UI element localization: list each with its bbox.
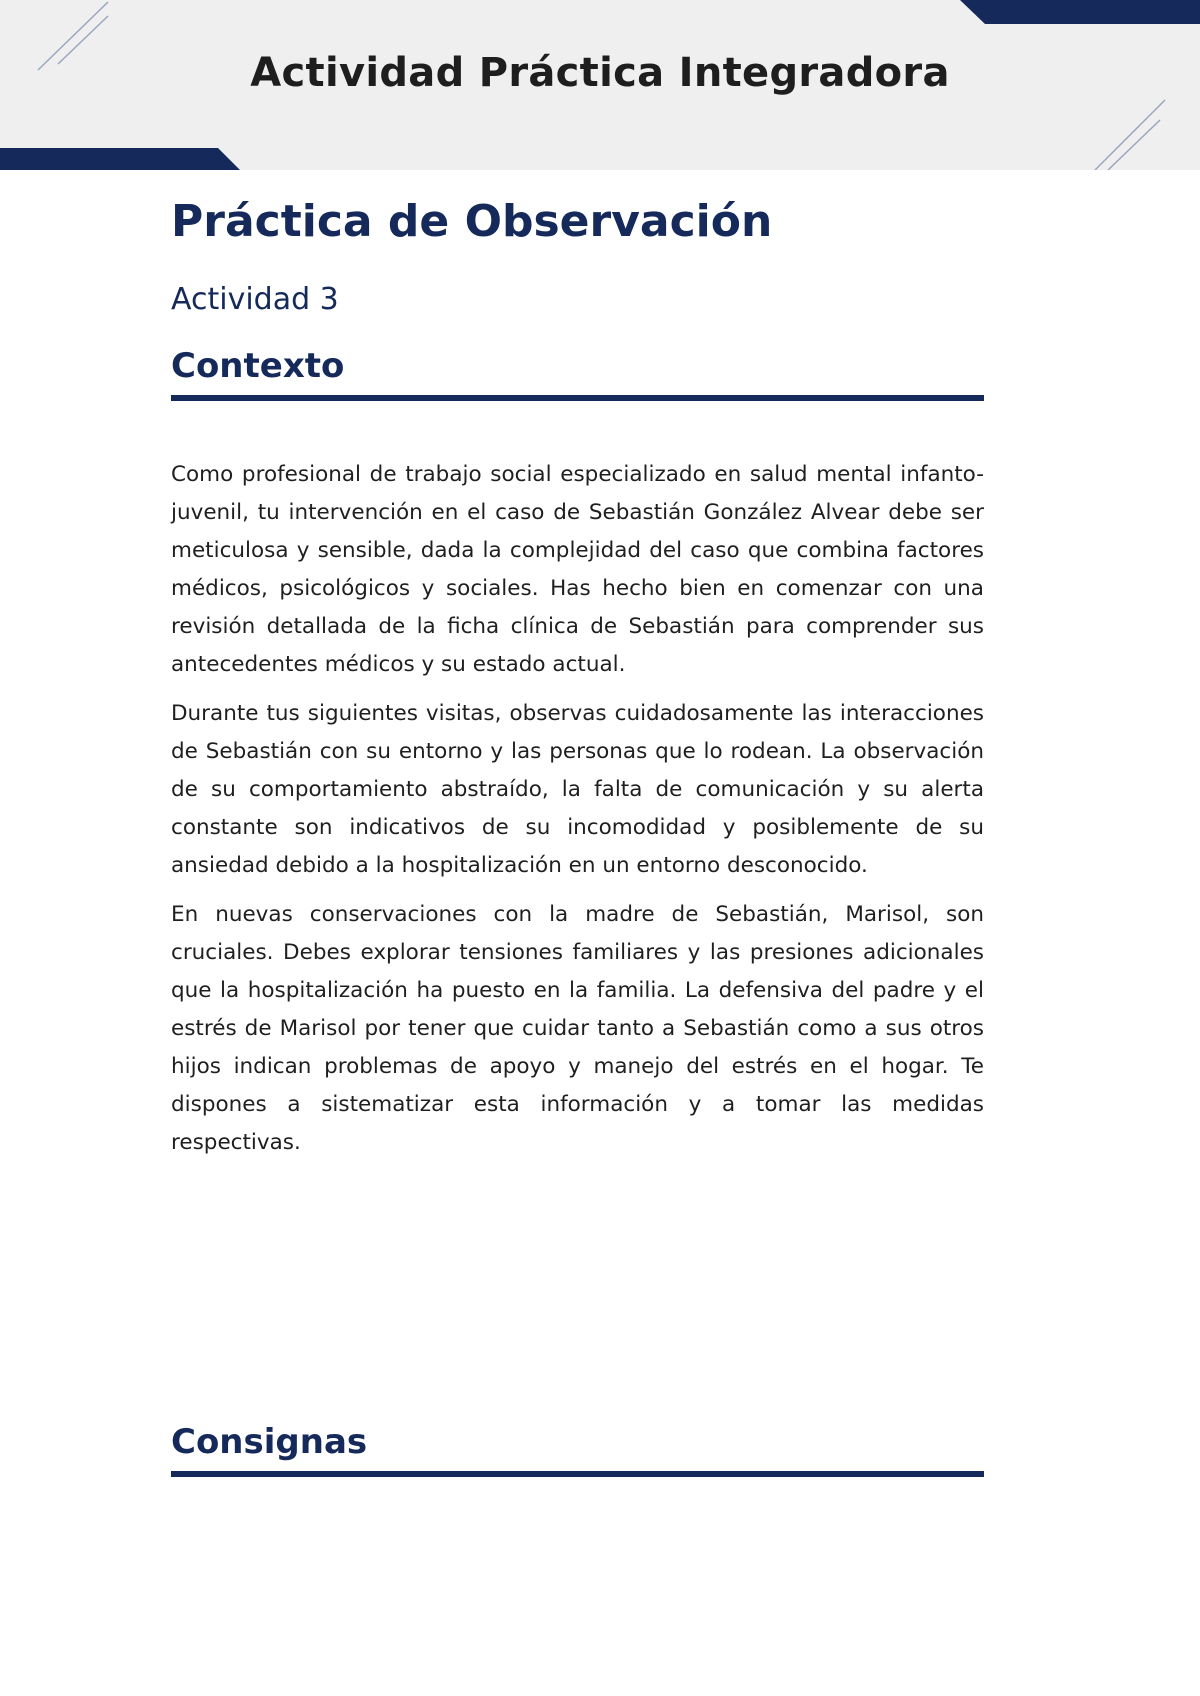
section-divider (171, 395, 984, 401)
activity-subtitle: Actividad 3 (171, 282, 339, 317)
paragraph: En nuevas conservaciones con la madre de Sebastián, Marisol, son cruciales. Debes explorar tensiones familiares y las presiones adicionales que la hospitalización ha puesto en la familia. La defensiva del padre y el estrés de Marisol por tener que cuidar tanto a Sebastián como a sus otros hijos indican problemas de apoyo y manejo del estrés en el hogar. Te dispones a sistematizar esta información y a tomar las medidas respectivas. (171, 902, 984, 1155)
paragraph: Como profesional de trabajo social especializado en salud mental infanto-juvenil, tu intervención en el caso de Sebastián González Alvear debe ser meticulosa y sensible, dada la complejidad del caso que combina factores médicos, psicológicos y sociales. Has hecho bien en comenzar con una revisión detallada de la ficha clínica de Sebastián para comprender sus antecedentes médicos y su estado actual. (171, 462, 984, 677)
page-title: Práctica de Observación (171, 196, 773, 247)
header-banner (0, 0, 1200, 170)
paragraph: Durante tus siguientes visitas, observas cuidadosamente las interacciones de Sebastián con su entorno y las personas que lo rodean. La observación de su comportamiento abstraído, la falta de comunicación y su alerta constante son indicativos de su incomodidad y posiblemente de su ansiedad debido a la hospitalización en un entorno desconocido. (171, 701, 984, 878)
section-heading-contexto: Contexto (171, 346, 345, 386)
section-heading-consignas: Consignas (171, 1422, 368, 1462)
section-divider (171, 1471, 984, 1477)
banner-left-stripe (0, 148, 240, 170)
banner-right-stripe (960, 0, 1200, 24)
banner-diagonal-line (1108, 120, 1160, 170)
banner-diagonal-line (1095, 100, 1165, 170)
banner-title: Actividad Práctica Integradora (250, 50, 950, 96)
context-body (171, 456, 984, 1173)
